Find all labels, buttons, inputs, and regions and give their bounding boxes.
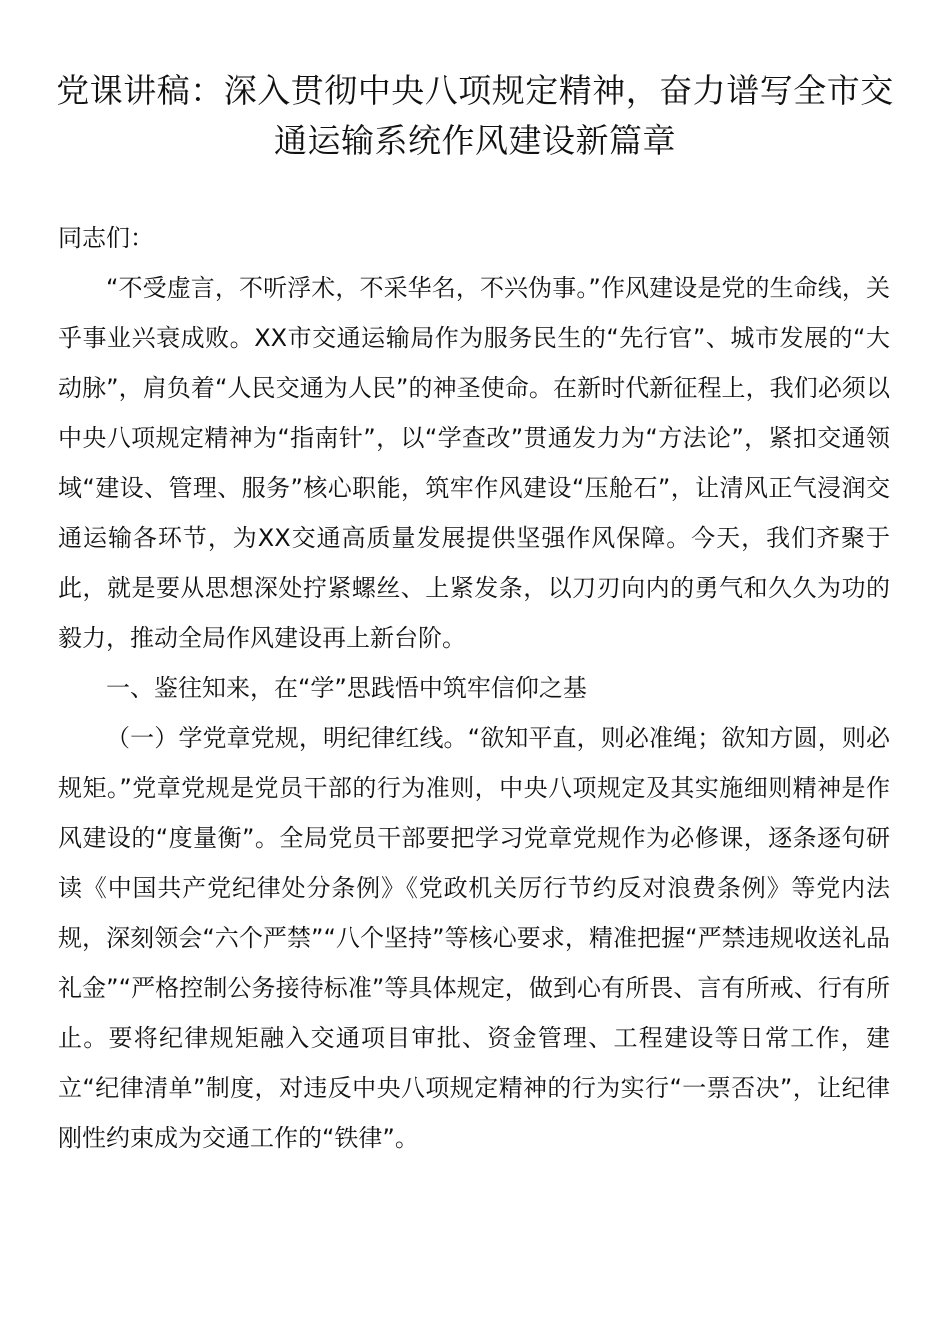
- section-heading: 一、鉴往知来，在“学”思践悟中筑牢信仰之基: [106, 674, 587, 702]
- salutation: 同志们：: [58, 224, 154, 252]
- subsection-paragraph: （一）学党章党规，明纪律红线。“欲知平直，则必准绳；欲知方圆，则必规矩。”党章党规是党员干部的行为准则，中央八项规定及其实施细则精神是作风建设的“度量衡”。全局党员干部要把学习党章党规作为必修课，逐条逐句研读《中国共产党纪律处分条例》《党政机关厉行节约反对浪费条例》等党内法规，深刻领会“六个严禁”“八个坚持”等核心要求，精准把握“严禁违规收送礼品礼金”“严格控制公务接待标准”等具体规定，做到心有所畏、言有所戒、行有所止。要将纪律规矩融入交通项目审批、资金管理、工程建设等日常工作，建立“纪律清单”制度，对违反中央八项规定精神的行为实行“一票否决”，让纪律刚性约束成为交通工作的“铁律”。: [58, 724, 890, 1152]
- intro-paragraph: “不受虚言，不听浮术，不采华名，不兴伪事。”作风建设是党的生命线，关乎事业兴衰成败。XX市交通运输局作为服务民生的“先行官”、城市发展的“大动脉”，肩负着“人民交通为人民”的神圣使命。在新时代新征程上，我们必须以中央八项规定精神为“指南针”，以“学查改”贯通发力为“方法论”，紧扣交通领域“建设、管理、服务”核心职能，筑牢作风建设“压舱石”，让清风正气浸润交通运输各环节，为XX交通高质量发展提供坚强作风保障。今天，我们齐聚于此，就是要从思想深处拧紧螺丝、上紧发条，以刀刃向内的勇气和久久为功的毅力，推动全局作风建设再上新台阶。: [58, 274, 890, 652]
- document-title: 党课讲稿：深入贯彻中央八项规定精神，奋力谱写全市交通运输系统作风建设新篇章: [56, 71, 894, 160]
- document-body: [58, 213, 890, 1163]
